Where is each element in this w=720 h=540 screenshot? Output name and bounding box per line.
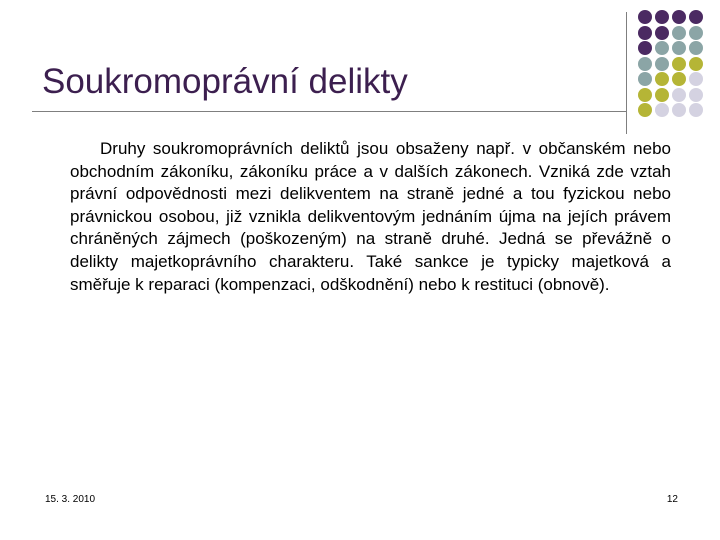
decorative-dot bbox=[689, 103, 703, 117]
decorative-dot bbox=[672, 41, 686, 55]
decorative-dot bbox=[655, 103, 669, 117]
decorative-dot bbox=[672, 88, 686, 102]
decorative-dot bbox=[638, 57, 652, 71]
decorative-dot bbox=[689, 41, 703, 55]
decorative-dot-grid bbox=[638, 10, 718, 120]
decorative-dot bbox=[672, 10, 686, 24]
decorative-dot bbox=[689, 72, 703, 86]
slide-title: Soukromoprávní delikty bbox=[42, 62, 408, 101]
decorative-dot bbox=[638, 72, 652, 86]
title-divider bbox=[32, 111, 626, 112]
decorative-dot bbox=[638, 103, 652, 117]
decorative-dot bbox=[655, 10, 669, 24]
decorative-dot bbox=[638, 10, 652, 24]
decorative-dot bbox=[672, 103, 686, 117]
decorative-dot bbox=[689, 10, 703, 24]
vertical-divider bbox=[626, 12, 627, 134]
decorative-dot bbox=[655, 72, 669, 86]
decorative-dot bbox=[672, 57, 686, 71]
decorative-dot bbox=[655, 26, 669, 40]
footer-date: 15. 3. 2010 bbox=[45, 494, 96, 505]
decorative-dot bbox=[672, 72, 686, 86]
decorative-dot bbox=[655, 88, 669, 102]
decorative-dot bbox=[638, 26, 652, 40]
decorative-dot bbox=[638, 88, 652, 102]
decorative-dot bbox=[655, 41, 669, 55]
decorative-dot bbox=[689, 26, 703, 40]
body-paragraph: Druhy soukromoprávních deliktů jsou obsaženy např. v občanském nebo obchodním zákoníku, zákoníku práce a v dalších zákonech. Vzniká zde vztah právní odpovědnosti mezi delikventem na straně jedné a tou fyzickou nebo právnickou osobou, již vznikla delikventovým jednáním újma na jejích právem chráněných zájmech (poškozeným) na straně druhé. Jedná se převážně o delikty majetkoprávního charakteru. Také sankce je typicky majetková a směřuje k reparaci (kompenzaci, odškodnění) nebo k restituci (obnově). bbox=[70, 139, 671, 294]
decorative-dot bbox=[638, 41, 652, 55]
decorative-dot bbox=[655, 57, 669, 71]
decorative-dot bbox=[672, 26, 686, 40]
decorative-dot bbox=[689, 57, 703, 71]
slide-number: 12 bbox=[666, 494, 678, 505]
decorative-dot bbox=[689, 88, 703, 102]
